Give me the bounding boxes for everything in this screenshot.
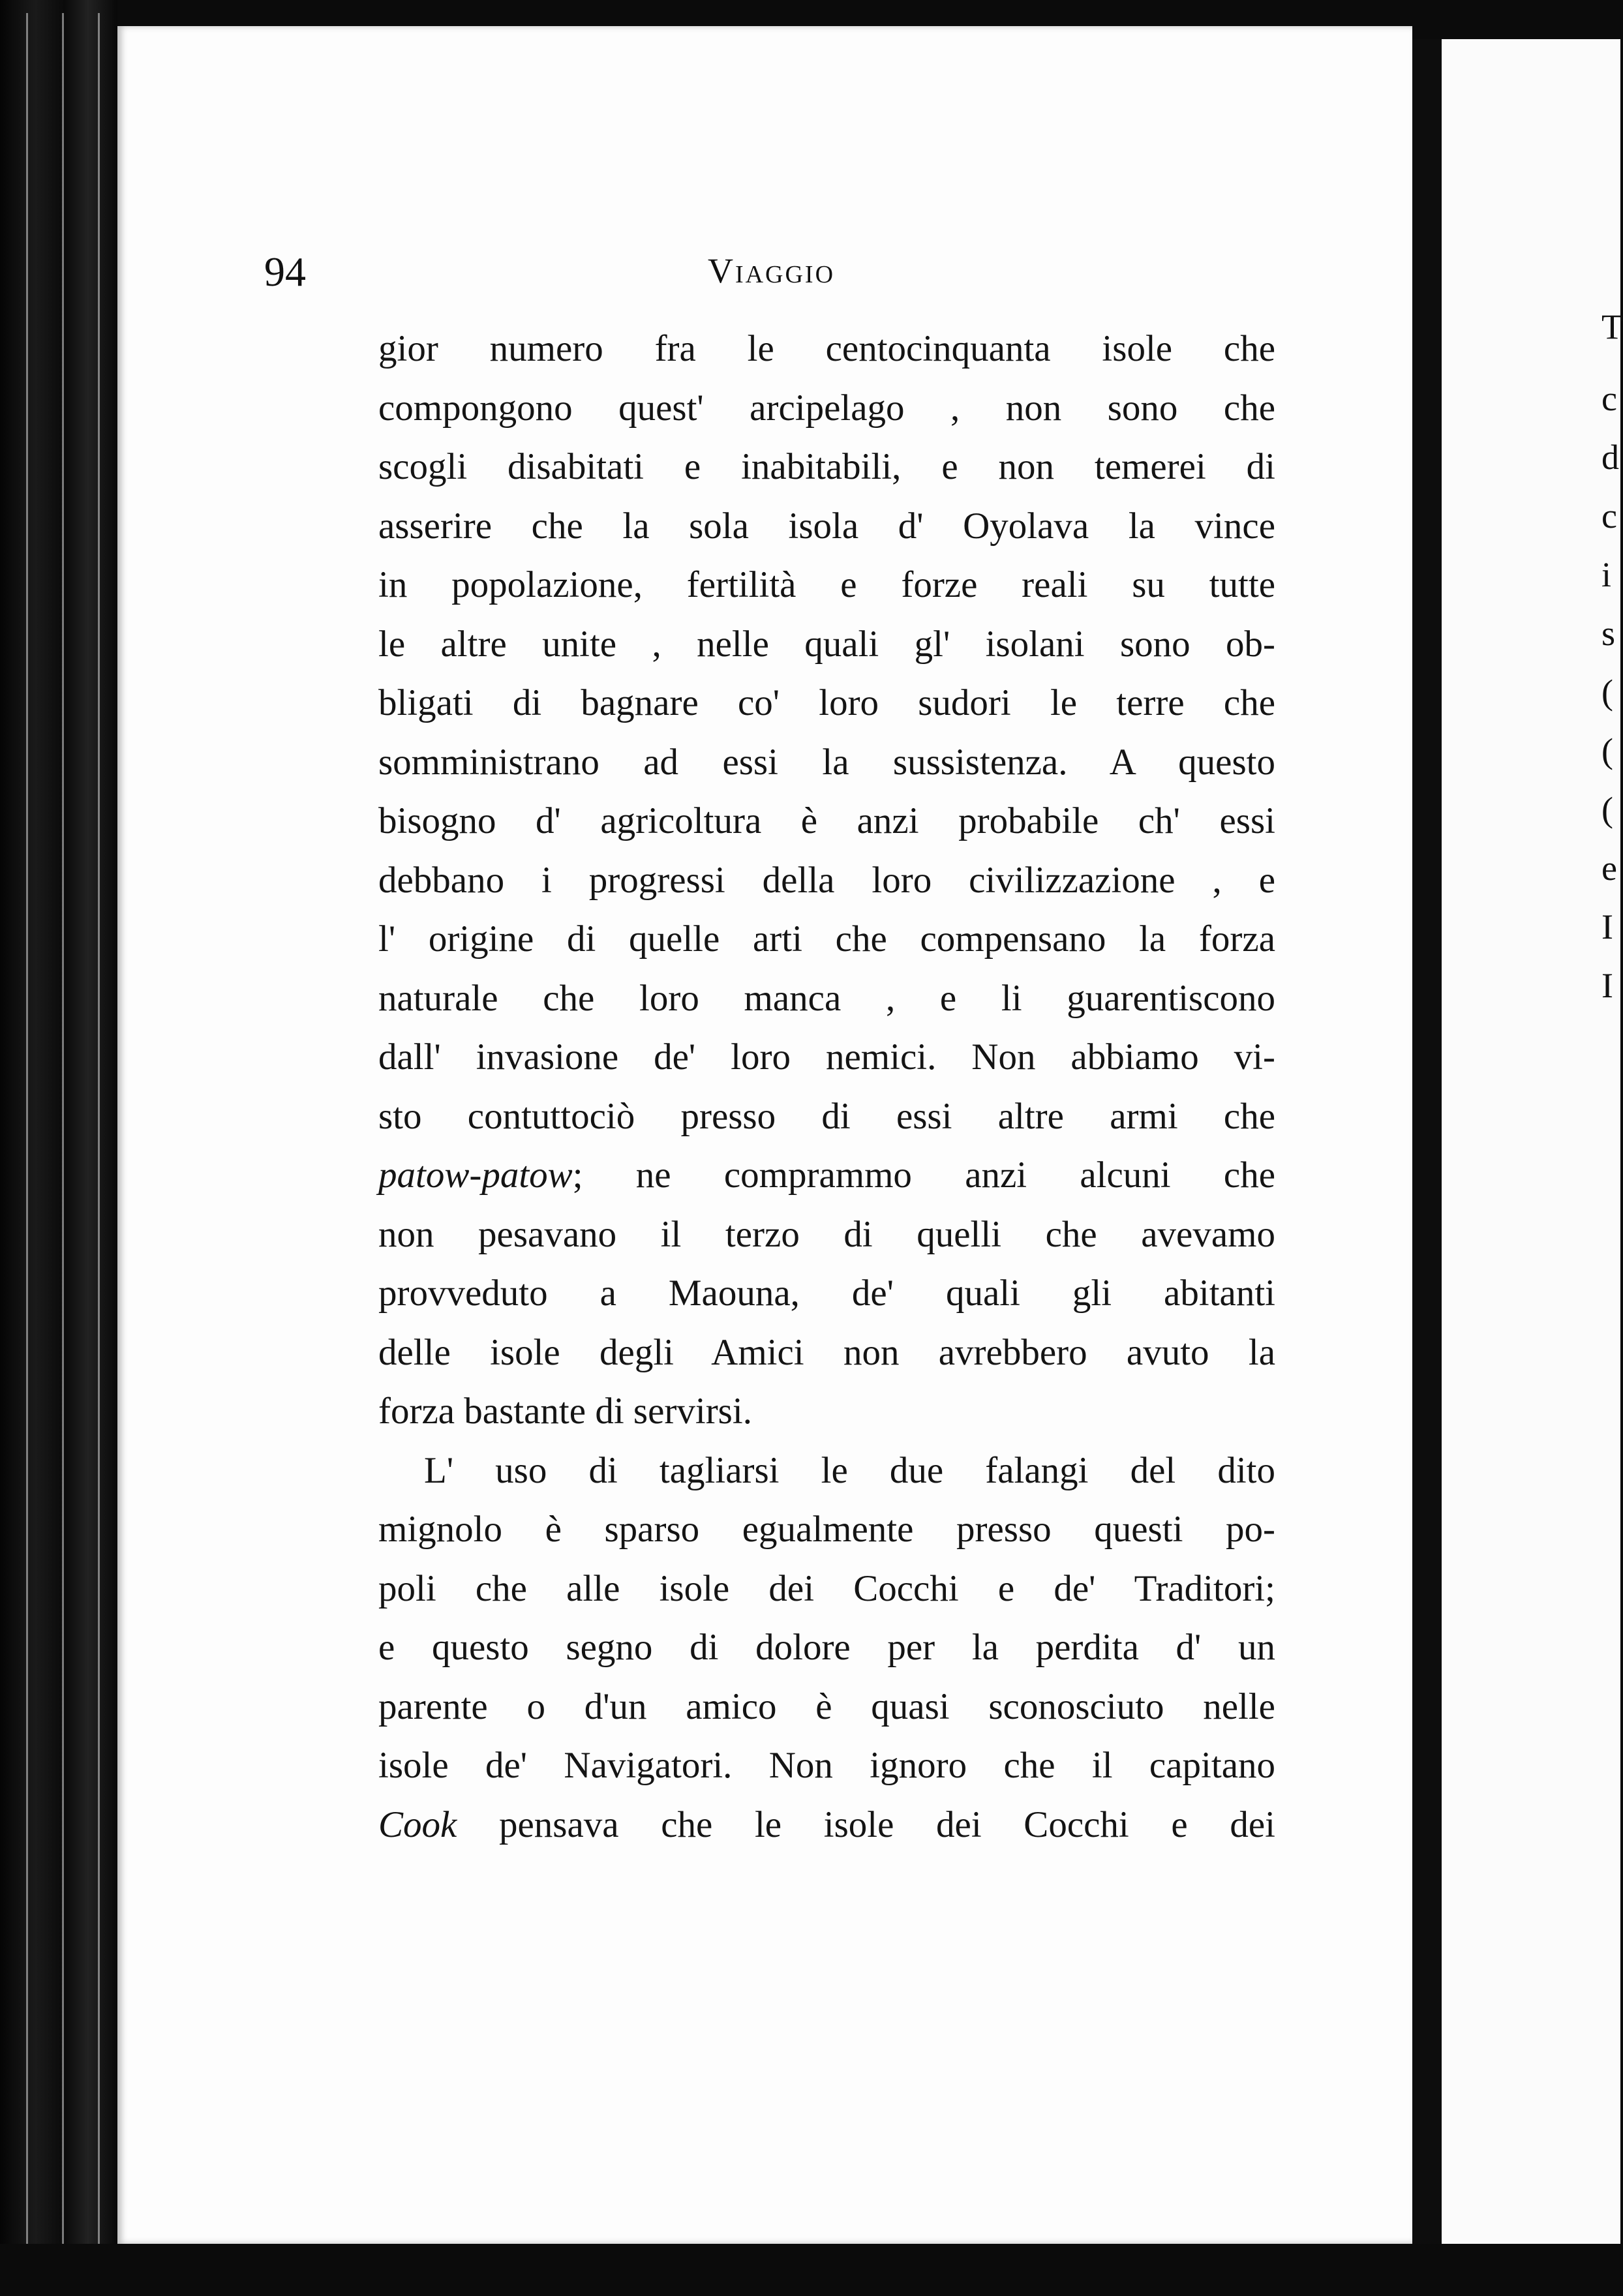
spine-edge-line (98, 13, 100, 2270)
text-line: mignolo è sparso egualmente presso questi po- (378, 1509, 1275, 1550)
text-line: provveduto a Maouna, de' quali gli abitanti (378, 1273, 1275, 1314)
spine-edge-line (62, 13, 64, 2270)
text-line: delle isole degli Amici non avrebbero avuto la (378, 1331, 1275, 1373)
spine-edge-line (26, 13, 28, 2270)
text-line: gior numero fra le centocinquanta isole che (378, 328, 1275, 369)
text-line-rest: pensava che le isole dei Cocchi e dei (457, 1804, 1275, 1845)
scan-border (0, 2244, 1620, 2296)
text-line: parente o d'un amico è quasi sconosciuto nelle (378, 1685, 1275, 1727)
text-line: isole de' Navigatori. Non ignoro che il capitano (378, 1745, 1275, 1786)
text-line: poli che alle isole dei Cocchi e de' Traditori; (378, 1567, 1275, 1609)
text-line: le altre unite , nelle quali gl' isolani sono ob- (378, 623, 1275, 665)
page-number: 94 (264, 249, 306, 295)
text-line: bligati di bagnare co' loro sudori le terre che (378, 682, 1275, 723)
text-line: compongono quest' arcipelago , non sono che (378, 387, 1275, 429)
text-line: dall' invasione de' loro nemici. Non abbiamo vi- (378, 1036, 1275, 1078)
italic-term: patow-patow (378, 1155, 573, 1196)
page-header (264, 248, 1279, 300)
adjacent-page (1442, 39, 1623, 2250)
adjacent-page-fragment: I (1601, 907, 1613, 946)
text-line: somministrano ad essi la sussistenza. A questo (378, 741, 1275, 783)
book-spine (0, 0, 117, 2296)
text-line (378, 1796, 1275, 1855)
running-title: Viaggio (707, 251, 836, 290)
body-text (378, 320, 1275, 1854)
text-line: bisogno d' agricoltura è anzi probabile ch' essi (378, 800, 1275, 841)
adjacent-page-fragment: T (1601, 307, 1623, 346)
adjacent-page-fragment: I (1601, 966, 1613, 1005)
adjacent-page-fragment: s (1601, 614, 1616, 653)
text-line: debbano i progressi della loro civilizzazione , e (378, 859, 1275, 901)
text-line: e questo segno di dolore per la perdita d' un (378, 1627, 1275, 1668)
text-line: in popolazione, fertilità e forze reali su tutte (378, 564, 1275, 605)
text-line (378, 1146, 1275, 1205)
text-line: sto contuttociò presso di essi altre armi che (378, 1095, 1275, 1137)
adjacent-page-fragment: d (1601, 438, 1619, 477)
page-gutter (1412, 39, 1442, 2257)
text-line: asserire che la sola isola d' Oyolava la vince (378, 505, 1275, 547)
adjacent-page-fragment: i (1601, 555, 1612, 594)
text-line-rest: ; ne comprammo anzi alcuni che (572, 1155, 1275, 1196)
adjacent-page-fragment: c (1601, 496, 1617, 536)
text-line: non pesavano il terzo di quelli che avevamo (378, 1213, 1275, 1255)
adjacent-page-fragment: ( (1601, 790, 1613, 829)
italic-term: Cook (378, 1804, 457, 1845)
text-line: forza bastante di servirsi. (378, 1391, 752, 1432)
text-line: L' uso di tagliarsi le due falangi del dito (424, 1449, 1275, 1491)
adjacent-page-fragment: ( (1601, 672, 1613, 712)
adjacent-page-fragment: e (1601, 849, 1617, 888)
text-line: l' origine di quelle arti che compensano la forza (378, 918, 1275, 959)
adjacent-page-fragment: c (1601, 379, 1617, 418)
adjacent-page-fragment: ( (1601, 731, 1613, 770)
text-line: naturale che loro manca , e li guarentiscono (378, 977, 1275, 1019)
text-line: scogli disabitati e inabitabili, e non temerei di (378, 446, 1275, 487)
